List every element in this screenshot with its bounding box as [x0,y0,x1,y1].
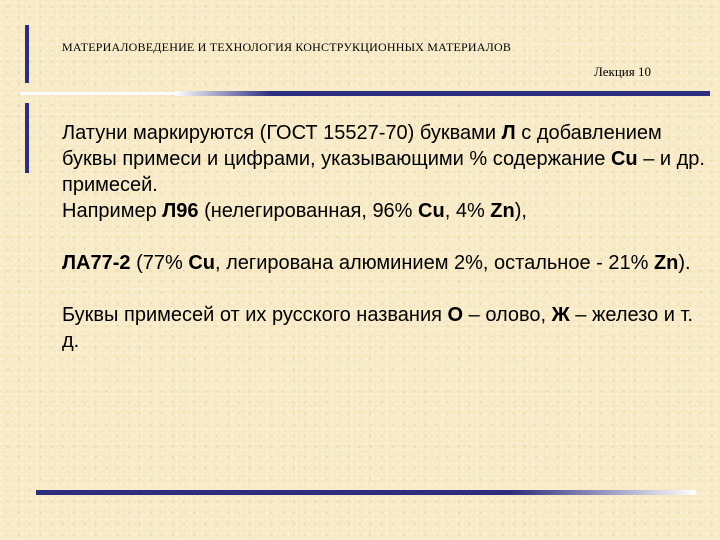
bold-cu: Cu [610,148,638,170]
text: – олово, [463,304,552,326]
decor-horizontal-line-top [20,91,710,96]
decor-line-white-segment [20,92,180,95]
bold-letter-L: Л [501,122,516,144]
bold-cu: Cu [418,200,445,222]
bold-cu: Cu [188,252,215,274]
slide-body [62,120,712,354]
decor-horizontal-line-bottom [36,490,696,495]
paragraph-example-la77-2 [62,250,712,276]
bold-letter-o: О [447,304,464,326]
text: с добавлением буквы примеси и цифрами, указывающими % содержание [62,122,662,170]
decor-vertical-line-upper [25,25,29,83]
text: – и др. примесей. [62,148,705,196]
text: , 4% [444,200,491,222]
decor-line-blue-segment [175,91,710,96]
text: (нелегированная, 96% [198,200,419,222]
text: ), [514,200,527,222]
lecture-number: Лекция 10 [594,64,651,79]
text: (77% [130,252,189,274]
paragraph-example-l96 [62,198,712,224]
text: Латуни маркируются (ГОСТ 15527-70) буквами [62,122,502,144]
text: – железо и т. д. [62,304,694,352]
spacer [62,276,712,302]
course-title: МАТЕРИАЛОВЕДЕНИЕ И ТЕХНОЛОГИЯ КОНСТРУКЦИОННЫХ МАТЕРИАЛОВ [62,40,512,54]
bold-zn: Zn [490,200,515,222]
text: Например [62,200,163,222]
bold-letter-zh: Ж [551,304,570,326]
decor-vertical-line-lower [25,103,29,173]
bold-zn: Zn [653,252,679,274]
text: Буквы примесей от их русского названия [62,304,448,326]
bold-grade-l96: Л96 [162,200,199,222]
paragraph-impurity-letters [62,302,712,354]
text: , легирована алюминием 2%, остальное - 21% [215,252,654,274]
bold-grade-la77-2: ЛА77-2 [62,252,131,274]
paragraph-marking-rule [62,120,712,198]
text: ). [678,252,691,274]
spacer [62,224,712,250]
